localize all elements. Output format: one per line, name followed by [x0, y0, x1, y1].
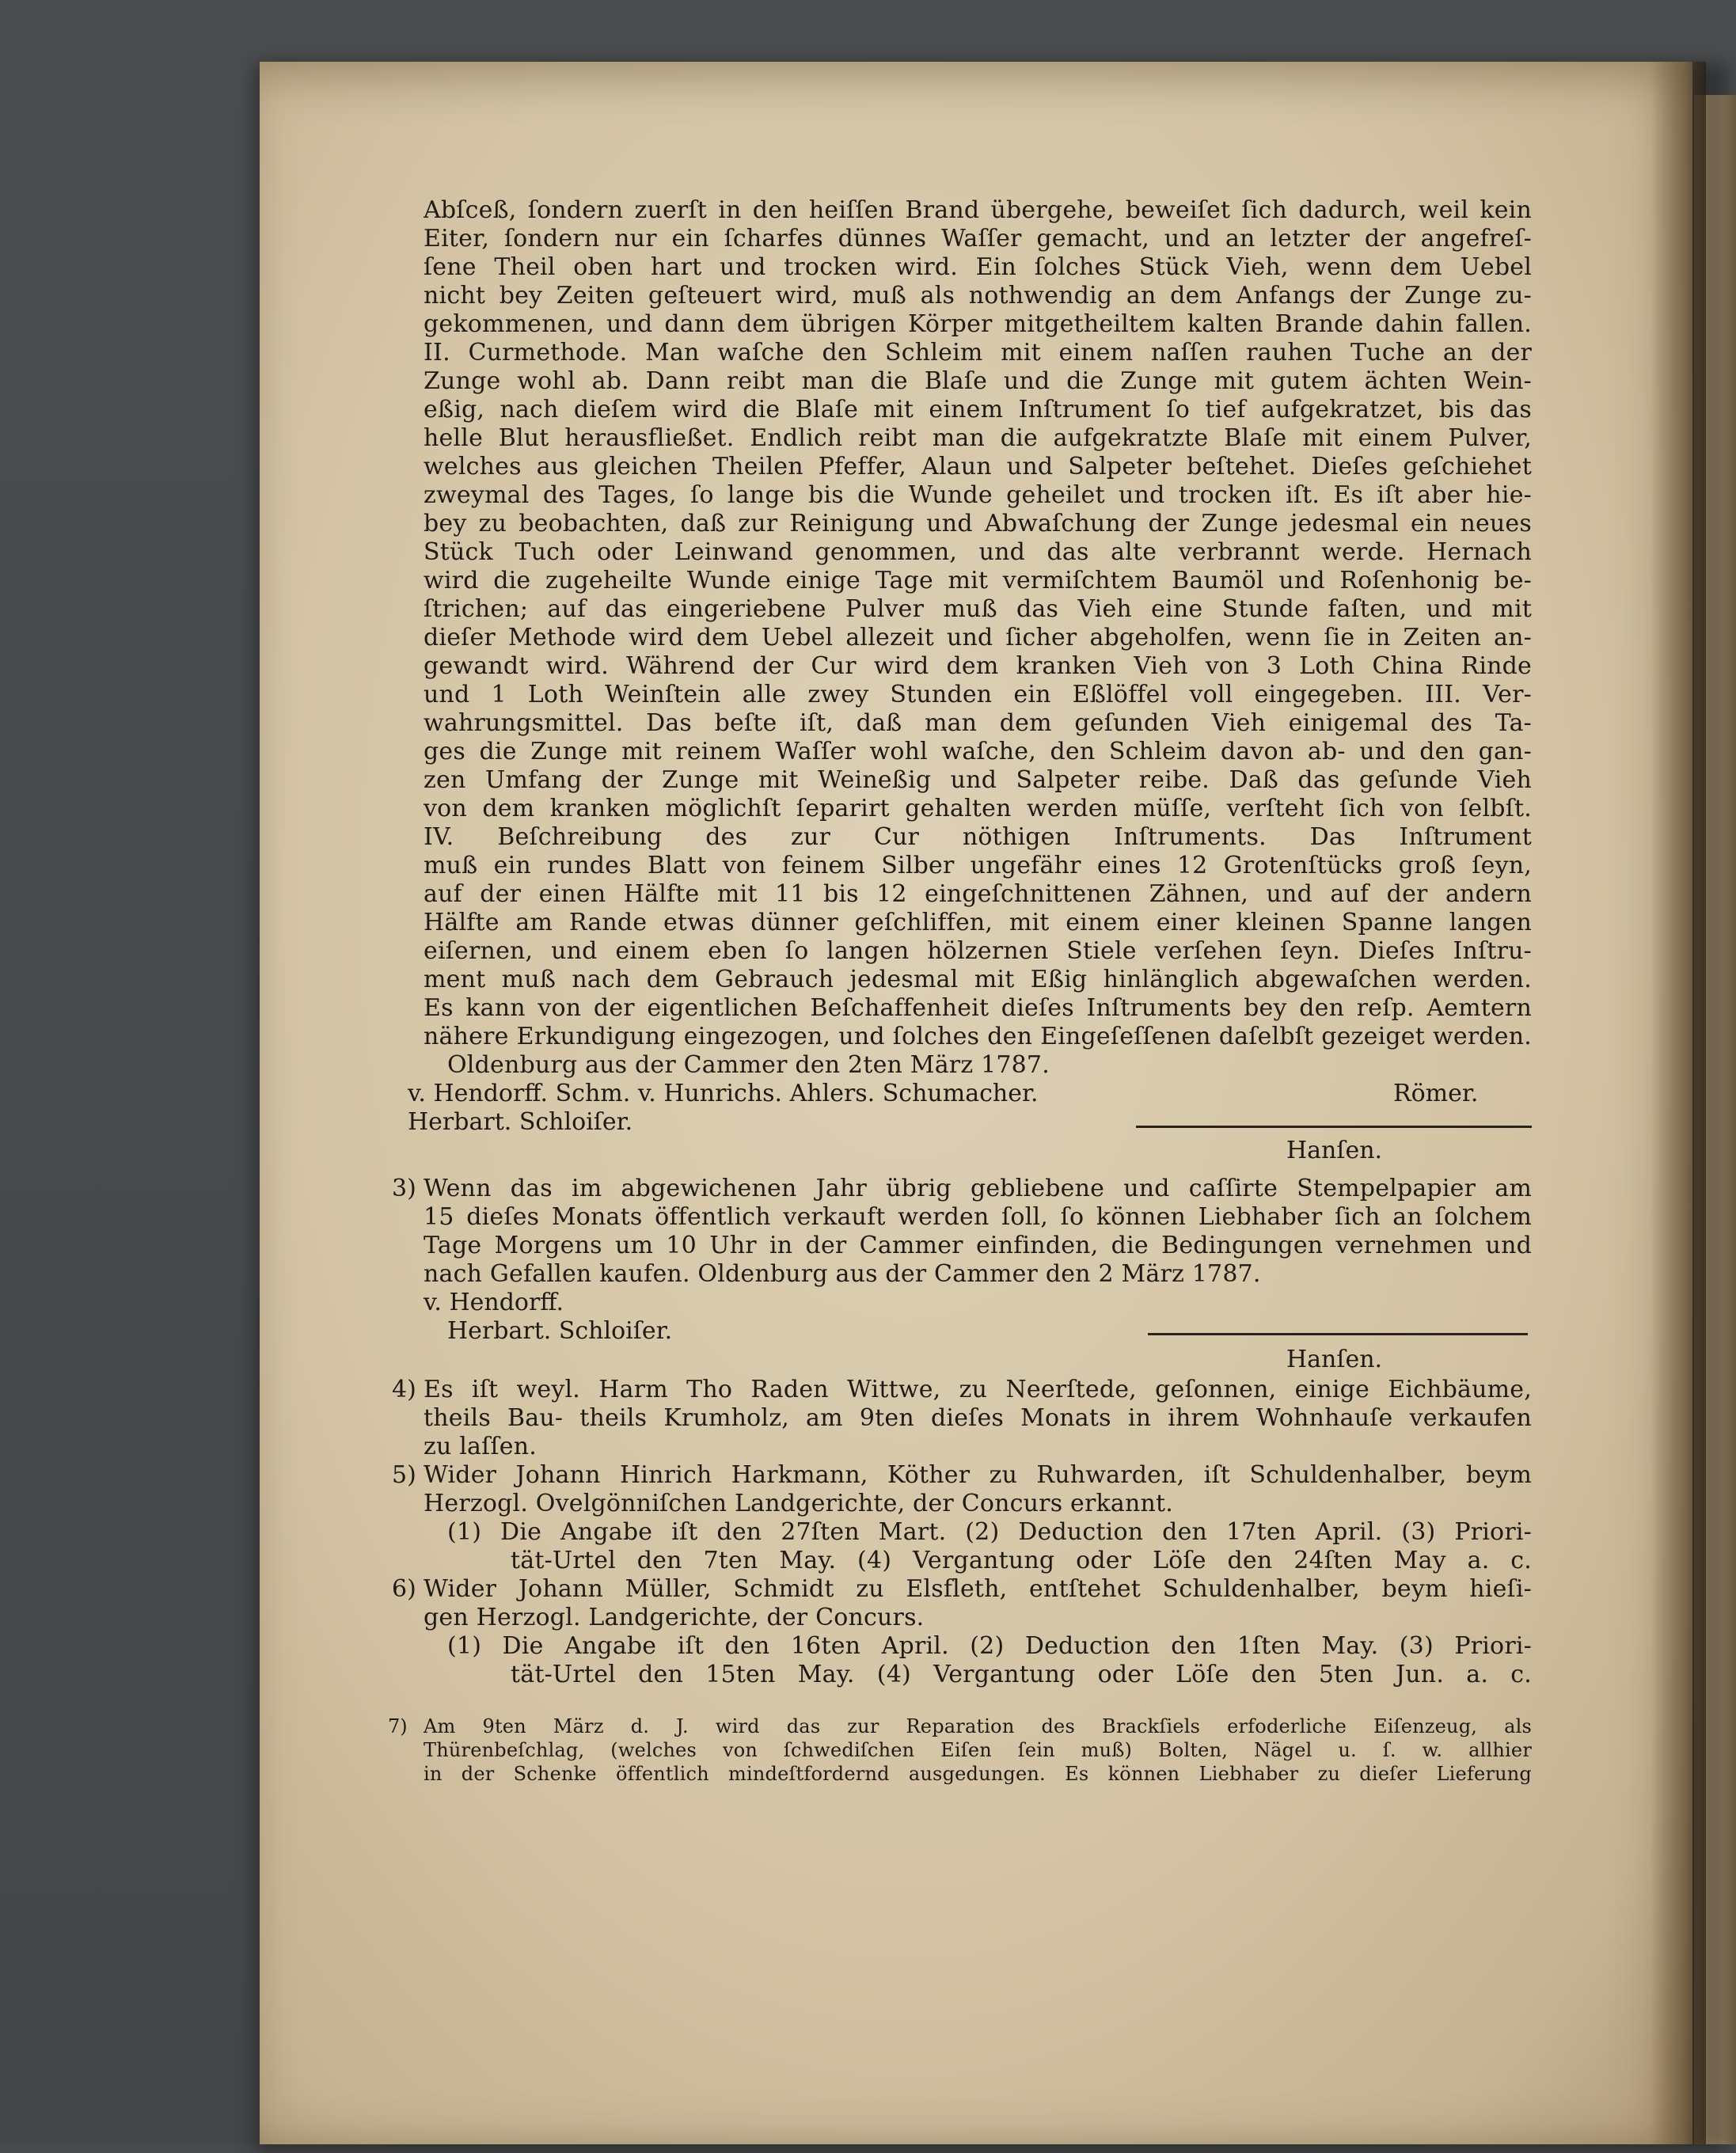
- body-line: zweymal des Tages, ſo lange bis die Wunde geheilet und trocken iſt. Es iſt aber hie-: [424, 481, 1532, 509]
- body-line: ges die Zunge mit reinem Waſſer wohl waſche, den Schleim davon ab- und den gan-: [424, 738, 1532, 765]
- notice-line: (1) Die Angabe iſt den 16ten April. (2) Deduction den 1ſten May. (3) Priori-: [447, 1632, 1532, 1660]
- notice-line: Tage Morgens um 10 Uhr in der Cammer einfinden, die Bedingungen vernehmen und: [424, 1232, 1532, 1259]
- signature-line: Herbart. Schloiſer.: [408, 1108, 633, 1136]
- body-line: ſtrichen; auf das eingeriebene Pulver muß das Vieh eine Stunde faſten, und mit: [424, 595, 1532, 623]
- body-line: Es kann von der eigentlichen Beſchaffenheit dieſes Inſtruments bey den reſp. Aemtern: [424, 994, 1532, 1022]
- body-line: Zunge wohl ab. Dann reibt man die Blaſe und die Zunge mit gutem ächten Wein-: [424, 367, 1532, 395]
- body-line: welches aus gleichen Theilen Pfeffer, Alaun und Salpeter beſtehet. Dieſes geſchiehet: [424, 453, 1532, 480]
- page-gutter: [1651, 62, 1706, 2144]
- body-line: IV. Beſchreibung des zur Cur nöthigen Inſtruments. Das Inſtrument: [424, 823, 1532, 851]
- notice-line: gen Herzogl. Landgerichte, der Concurs.: [424, 1604, 925, 1631]
- body-line: muß ein rundes Blatt von feinem Silber ungefähr eines 12 Grotenſtücks groß ſeyn,: [424, 852, 1532, 879]
- notice-line: Wenn das im abgewichenen Jahr übrig gebliebene und caſſirte Stempelpapier am: [424, 1175, 1532, 1202]
- notice-line: zu laſſen.: [424, 1433, 537, 1460]
- signature-line: Herbart. Schloiſer.: [447, 1317, 673, 1345]
- signature-line: v. Hendorff.: [424, 1289, 564, 1316]
- body-line: II. Curmethode. Man waſche den Schleim mit einem naſſen rauhen Tuche an der: [424, 339, 1532, 366]
- body-line: nähere Erkundigung eingezogen, und ſolches den Eingeſeſſenen daſelbſt gezeiget werden.: [424, 1023, 1532, 1050]
- body-line: gewandt wird. Während der Cur wird dem kranken Vieh von 3 Loth China Rinde: [424, 652, 1532, 680]
- body-line: Stück Tuch oder Leinwand genommen, und das alte verbrannt werde. Hernach: [424, 538, 1532, 566]
- notice-line: in der Schenke öffentlich mindeſtfordernd ausgedungen. Es können Liebhaber zu dieſer Lieferung: [424, 1763, 1532, 1785]
- signature-name: Römer.: [1393, 1080, 1479, 1107]
- body-line: helle Blut herausfließet. Endlich reibt man die aufgekratzte Blaſe mit einem Pulver,: [424, 424, 1532, 452]
- body-line: ment muß nach dem Gebrauch jedesmal mit Eßig hinlänglich abgewaſchen werden.: [424, 966, 1532, 993]
- body-line: eiſernen, und einem eben ſo langen hölzernen Stiele verſehen ſeyn. Dieſes Inſtru-: [424, 937, 1532, 965]
- notice-line: tät-Urtel den 15ten May. (4) Vergantung oder Löſe den 5ten Jun. a. c.: [511, 1661, 1532, 1688]
- notice-number: 7): [388, 1715, 408, 1737]
- notice-line: (1) Die Angabe iſt den 27ſten Mart. (2) Deduction den 17ten April. (3) Priori-: [447, 1518, 1532, 1546]
- notice-line: Thürenbeſchlag, (welches von ſchwediſchen Eiſen ſein muß) Bolten, Nägel u. ſ. w. allhier: [424, 1739, 1532, 1761]
- body-line: dieſer Methode wird dem Uebel allezeit und ſicher abgeholfen, wenn ſie in Zeiten an-: [424, 624, 1532, 651]
- body-line: nicht bey Zeiten geſteuert wird, muß als nothwendig an dem Anfangs der Zunge zu-: [424, 282, 1532, 309]
- body-line: Abſceß, ſondern zuerſt in den heiſſen Brand übergehe, beweiſet ſich dadurch, weil kein: [424, 196, 1532, 224]
- dateline: Oldenburg aus der Cammer den 2ten März 1787.: [447, 1051, 1050, 1079]
- notice-number: 3): [392, 1175, 416, 1202]
- notice-number: 4): [392, 1376, 416, 1403]
- body-line: bey zu beobachten, daß zur Reinigung und Abwaſchung der Zunge jedesmal ein neues: [424, 510, 1532, 537]
- body-line: auf der einen Hälfte mit 11 bis 12 eingeſchnittenen Zähnen, und auf der andern: [424, 880, 1532, 908]
- notice-line: 15 dieſes Monats öffentlich verkauft werden ſoll, ſo können Liebhaber ſich an ſolchem: [424, 1203, 1532, 1231]
- body-line: wahrungsmittel. Das beſte iſt, daß man dem geſunden Vieh einigemal des Ta-: [424, 709, 1532, 737]
- body-line: Hälfte am Rande etwas dünner geſchliffen, mit einem einer kleinen Spanne langen: [424, 909, 1532, 936]
- body-line: gekommenen, und dann dem übrigen Körper mitgetheiltem kalten Brande dahin fallen.: [424, 310, 1532, 338]
- notice-line: Wider Johann Hinrich Harkmann, Köther zu Ruhwarden, iſt Schuldenhalber, beym: [424, 1461, 1532, 1489]
- notice-line: tät-Urtel den 7ten May. (4) Vergantung oder Löſe den 24ſten May a. c.: [511, 1547, 1532, 1574]
- signature-line: v. Hendorff. Schm. v. Hunrichs. Ahlers. Schumacher.: [408, 1080, 1039, 1107]
- body-line: Eiter, ſondern nur ein ſcharfes dünnes Waſſer gemacht, und an letzter der angefreſ-: [424, 225, 1532, 253]
- signature-name: Hanſen.: [1286, 1137, 1383, 1164]
- notice-line: theils Bau- theils Krumholz, am 9ten dieſes Monats in ihrem Wohnhauſe verkaufen: [424, 1404, 1532, 1432]
- body-line: ſene Theil oben hart und trocken wird. Ein ſolches Stück Vieh, wenn dem Uebel: [424, 253, 1532, 281]
- notice-line: Am 9ten März d. J. wird das zur Reparation des Brackſiels erfoderliche Eiſenzeug, als: [424, 1715, 1532, 1737]
- body-line: wird die zugeheilte Wunde einige Tage mit vermiſchtem Baumöl und Roſenhonig be-: [424, 567, 1532, 594]
- text-block: [388, 196, 1532, 1969]
- notice-line: nach Gefallen kaufen. Oldenburg aus der Cammer den 2 März 1787.: [424, 1260, 1261, 1288]
- notice-line: Es iſt weyl. Harm Tho Raden Wittwe, zu Neerſtede, geſonnen, einige Eichbäume,: [424, 1376, 1532, 1403]
- body-line: und 1 Loth Weinſtein alle zwey Stunden ein Eßlöffel voll eingegeben. III. Ver-: [424, 681, 1532, 708]
- body-line: zen Umfang der Zunge mit Weineßig und Salpeter reibe. Daß das geſunde Vieh: [424, 766, 1532, 794]
- signature-name: Hanſen.: [1286, 1346, 1383, 1373]
- signature-rule: [1148, 1333, 1528, 1335]
- notice-number: 5): [392, 1461, 416, 1489]
- signature-rule: [1136, 1126, 1532, 1128]
- notice-number: 6): [392, 1575, 416, 1603]
- notice-line: Herzogl. Ovelgönniſchen Landgerichte, der Concurs erkannt.: [424, 1490, 1174, 1517]
- body-line: eßig, nach dieſem wird die Blaſe mit einem Inſtrument ſo tief aufgekratzet, bis das: [424, 396, 1532, 423]
- body-line: von dem kranken möglichſt ſeparirt gehalten werden müſſe, verſteht ſich von ſelbſt.: [424, 795, 1532, 822]
- notice-line: Wider Johann Müller, Schmidt zu Elsfleth, entſtehet Schuldenhalber, beym hieſi-: [424, 1575, 1532, 1603]
